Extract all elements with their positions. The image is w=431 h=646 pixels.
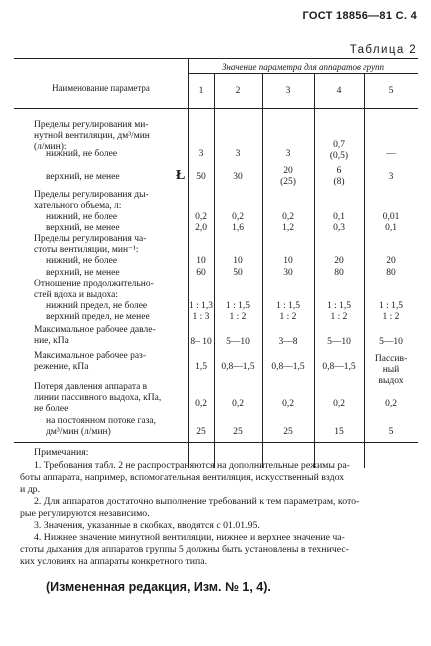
table-row-label: Пределы регулирования ды- хательного объема, л: xyxy=(34,190,149,211)
table-cell: 5—10 xyxy=(327,337,351,347)
note-line: 4. Нижнее значение минутной вентиляции, нижнее и верхнее значение ча- xyxy=(34,532,345,543)
table-row-label: верхний предел, не менее xyxy=(46,312,150,322)
table-cell: 1,2 xyxy=(282,223,294,233)
table-cell: 10 xyxy=(233,256,243,266)
table-cell: 5 xyxy=(388,427,394,437)
table-cell: 80 xyxy=(334,268,344,278)
table-cell: — xyxy=(386,149,396,159)
note-line: рые регулируются независимо. xyxy=(20,508,150,519)
table-cell: 1 : 2 xyxy=(382,312,400,322)
table-row-label: нижний, не более xyxy=(46,256,118,266)
table-row-label: Максимальное рабочее раз- режение, кПа xyxy=(34,351,146,372)
table-bottom-rule xyxy=(14,442,418,443)
table-cell: (8) xyxy=(333,177,345,187)
table-cell: 0,2 xyxy=(195,399,207,409)
table-cell: 0,2 xyxy=(232,212,244,222)
table-cell: 6 xyxy=(336,166,342,176)
group-column-header: Значение параметра для аппаратов групп xyxy=(221,62,385,72)
table-cell: 3 xyxy=(285,149,291,159)
table-cell: 50 xyxy=(233,268,243,278)
table-cell: 60 xyxy=(196,268,206,278)
table-cell: 10 xyxy=(196,256,206,266)
table-cell: 0,2 xyxy=(333,399,345,409)
table-row-label: нижний предел, не более xyxy=(46,301,148,311)
table-cell: 0,2 xyxy=(282,212,294,222)
note-line: стоты дыхания для аппаратов группы 5 должны быть установлены в техничес- xyxy=(20,544,349,555)
table-cell: 0,2 xyxy=(282,399,294,409)
group-number: 5 xyxy=(388,86,394,96)
table-cell: 20 xyxy=(283,166,293,176)
table-cell: 3 xyxy=(198,149,204,159)
note-line: и др. xyxy=(20,484,41,495)
table-row-label: верхний, не менее xyxy=(46,172,120,182)
group-number: 4 xyxy=(336,86,342,96)
note-line: боты аппарата, например, вспомогательная вентиляция, искусственный вздох xyxy=(20,472,345,483)
table-cell: 25 xyxy=(233,427,243,437)
table-cell: 1,5 xyxy=(195,362,207,372)
table-cell: 1 : 3 xyxy=(192,312,210,322)
table-cell: 3 xyxy=(235,149,241,159)
table-cell: 0,8—1,5 xyxy=(221,362,255,372)
table-cell: 1 : 2 xyxy=(279,312,297,322)
handwritten-mark: Ł xyxy=(176,168,186,183)
table-cell: (0,5) xyxy=(329,151,349,161)
table-cell: 1 : 2 xyxy=(229,312,247,322)
note-line: 3. Значения, указанные в скобках, вводятся с 01.01.95. xyxy=(34,520,260,531)
table-cell: 0,01 xyxy=(382,212,400,222)
table-cell: 20 xyxy=(334,256,344,266)
table-cell: 0,7 xyxy=(333,140,345,150)
table-cell: 0,1 xyxy=(333,212,345,222)
table-group-rule xyxy=(188,73,418,74)
table-top-rule xyxy=(14,58,418,59)
note-line: 1. Требования табл. 2 не распространяются на дополнительные режимы ра- xyxy=(34,460,350,471)
group-number: 1 xyxy=(198,86,204,96)
table-header-bottom-rule xyxy=(14,108,418,109)
table-row-label: Потеря давления аппарата в линии пассивного выдоха, кПа, не более xyxy=(34,382,162,414)
table-cell: 1,6 xyxy=(232,223,244,233)
table-row-label: нижний, не более xyxy=(46,212,118,222)
table-row-label: верхний, не менее xyxy=(46,268,120,278)
table-cell: 50 xyxy=(196,172,206,182)
table-cell: 0,2 xyxy=(385,399,397,409)
group-number: 2 xyxy=(235,86,241,96)
table-cell: 5—10 xyxy=(379,337,403,347)
table-cell: 20 xyxy=(386,256,396,266)
table-cell: 0,8—1,5 xyxy=(271,362,305,372)
table-row-label: Пределы регулирования ми- нутной вентиляции, дм³/мин (л/мин): xyxy=(34,120,150,152)
group-number: 3 xyxy=(285,86,291,96)
table-cell: 25 xyxy=(196,427,206,437)
table-cell: Пассив- ный выдох xyxy=(374,354,408,386)
table-cell: 80 xyxy=(386,268,396,278)
table-row-label: нижний, не более xyxy=(46,149,118,159)
table-cell: 1 : 1,3 xyxy=(188,301,213,311)
table-row-label: на постоянном потоке газа, дм³/мин (л/мин) xyxy=(46,416,156,437)
table-cell: 2,0 xyxy=(195,223,207,233)
table-cell: 25 xyxy=(283,427,293,437)
note-line: ких условиях на аппараты конкретного типа. xyxy=(20,556,208,567)
table-cell: 0,1 xyxy=(385,223,397,233)
table-cell: 0,8—1,5 xyxy=(322,362,356,372)
table-cell: 3 xyxy=(388,172,394,182)
table-cell: 10 xyxy=(283,256,293,266)
table-cell: (25) xyxy=(280,177,296,187)
table-cell: 1 : 1,5 xyxy=(225,301,250,311)
table-cell: 8– 10 xyxy=(190,337,212,347)
table-caption: Таблица 2 xyxy=(349,44,417,56)
table-cell: 1 : 1,5 xyxy=(275,301,300,311)
table-row-label: Отношение продолжительно- стей вдоха и выдоха: xyxy=(34,279,154,300)
table-cell: 1 : 1,5 xyxy=(378,301,403,311)
table-cell: 0,2 xyxy=(195,212,207,222)
table-cell: 0,3 xyxy=(333,223,345,233)
table-cell: 15 xyxy=(334,427,344,437)
notes-title: Примечания: xyxy=(34,447,89,458)
table-row-label: верхний, не менее xyxy=(46,223,120,233)
table-cell: 0,2 xyxy=(232,399,244,409)
table-row-label: Максимальное рабочее давле- ние, кПа xyxy=(34,325,156,346)
table-row-label: Пределы регулирования ча- стоты вентиляции, мин⁻¹: xyxy=(34,234,147,255)
table-cell: 30 xyxy=(283,268,293,278)
document-id: ГОСТ 18856—81 С. 4 xyxy=(302,10,417,22)
note-line: 2. Для аппаратов достаточно выполнение требований к тем параметрам, кото- xyxy=(34,496,360,507)
amendment-note: (Измененная редакция, Изм. № 1, 4). xyxy=(46,580,271,594)
table-cell: 1 : 1,5 xyxy=(326,301,351,311)
table-cell: 1 : 2 xyxy=(330,312,348,322)
parameter-column-header: Наименование параметра xyxy=(52,83,150,93)
table-cell: 3—8 xyxy=(278,337,298,347)
table-cell: 5—10 xyxy=(226,337,250,347)
table-cell: 30 xyxy=(233,172,243,182)
notes-block xyxy=(20,460,360,568)
